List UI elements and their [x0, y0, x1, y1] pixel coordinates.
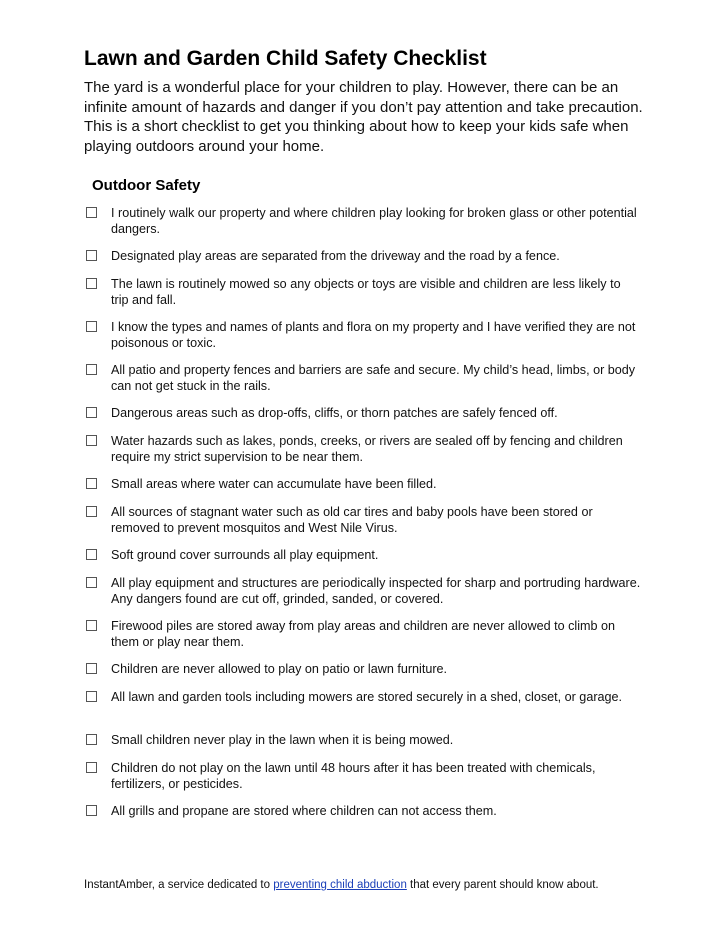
intro-paragraph: The yard is a wonderful place for your children to play. However, there can be an infinite amount of hazards and danger if you don’t pay attention and take precaution. This is a short checklist to get you thinking about how to keep your kids safe when playing outdoors around your home.	[84, 79, 643, 155]
footer-note	[84, 878, 684, 893]
checkbox[interactable]	[86, 620, 97, 631]
checklist-item-text: I routinely walk our property and where children play looking for broken glass or other potential dangers.	[111, 206, 637, 236]
footer-prefix: InstantAmber, a service dedicated to	[84, 879, 274, 891]
checkbox[interactable]	[86, 250, 97, 261]
checkbox[interactable]	[86, 805, 97, 816]
checklist-item-text: Firewood piles are stored away from play areas and children are never allowed to climb on them or play near them.	[111, 619, 616, 649]
footer-link[interactable]: preventing child abduction	[273, 879, 407, 891]
checklist-item-text: Small areas where water can accumulate have been filled.	[111, 477, 437, 491]
checklist-item-text: All patio and property fences and barriers are safe and secure. My child’s head, limbs, or body can not get stuck in the rails.	[111, 363, 636, 393]
checkbox[interactable]	[86, 364, 97, 375]
checkbox[interactable]	[86, 734, 97, 745]
checkbox[interactable]	[86, 691, 97, 702]
checklist-item-text: The lawn is routinely mowed so any objects or toys are visible and children are less likely to trip and fall.	[111, 277, 621, 307]
checkbox[interactable]	[86, 207, 97, 218]
checklist-item-text: All sources of stagnant water such as old car tires and baby pools have been stored or removed to prevent mosquitos and West Nile Virus.	[111, 505, 593, 535]
checklist-item-text: Small children never play in the lawn when it is being mowed.	[111, 733, 454, 747]
checkbox[interactable]	[86, 577, 97, 588]
section-title: Outdoor Safety	[92, 177, 201, 194]
checklist-item-text: Children are never allowed to play on patio or lawn furniture.	[111, 662, 448, 676]
checklist-item-text: I know the types and names of plants and flora on my property and I have verified they are not poisonous or toxic.	[111, 320, 636, 350]
checkbox[interactable]	[86, 506, 97, 517]
page-title: Lawn and Garden Child Safety Checklist	[84, 47, 487, 70]
checkbox[interactable]	[86, 663, 97, 674]
checkbox[interactable]	[86, 278, 97, 289]
checklist-item-text: Soft ground cover surrounds all play equipment.	[111, 548, 379, 562]
checklist-item-text: Dangerous areas such as drop-offs, cliffs, or thorn patches are safely fenced off.	[111, 406, 558, 420]
checkbox[interactable]	[86, 549, 97, 560]
checklist-item-text: Designated play areas are separated from the driveway and the road by a fence.	[111, 249, 560, 263]
footer-suffix: that every parent should know about.	[406, 879, 599, 891]
checklist-item-text: Children do not play on the lawn until 48 hours after it has been treated with chemicals, fertilizers, or pesticides.	[111, 761, 596, 791]
checklist-item-text: All lawn and garden tools including mowers are stored securely in a shed, closet, or garage.	[111, 690, 623, 704]
checkbox[interactable]	[86, 435, 97, 446]
checkbox[interactable]	[86, 321, 97, 332]
checkbox[interactable]	[86, 407, 97, 418]
checklist-item-text: Water hazards such as lakes, ponds, creeks, or rivers are sealed off by fencing and children require my strict supervision to be near them.	[111, 434, 623, 464]
checklist-item-text: All play equipment and structures are periodically inspected for sharp and portruding hardware. Any dangers found are cut off, grinded, sanded, or covered.	[111, 576, 641, 606]
checkbox[interactable]	[86, 762, 97, 773]
checkbox[interactable]	[86, 478, 97, 489]
checklist-item-text: All grills and propane are stored where children can not access them.	[111, 804, 497, 818]
